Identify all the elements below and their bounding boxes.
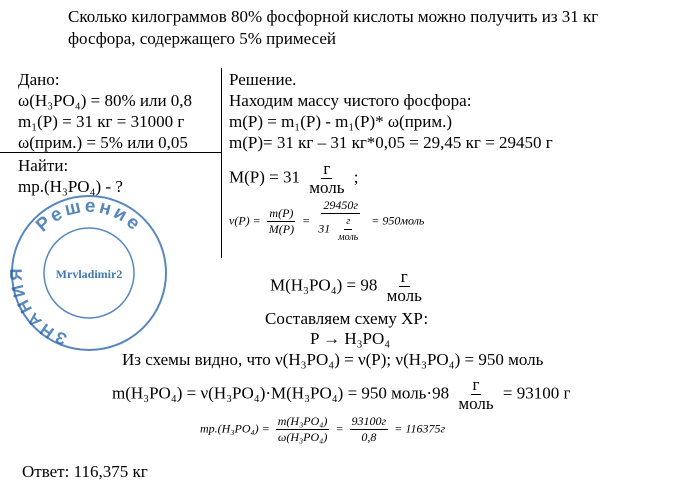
given-line-3: ω(прим.) = 5% или 0,05 — [18, 133, 188, 152]
find-line: mр.(H₃PO₄) - ? — [18, 177, 123, 196]
given-header: Дано: — [18, 70, 60, 89]
mr-den-2: 0,8 — [361, 430, 377, 444]
solution-mass-formula — [200, 414, 445, 445]
nu-den-2 — [316, 214, 365, 245]
find-header: Найти: — [18, 156, 69, 175]
nu-lhs: ν(P) = — [229, 213, 261, 228]
scheme: P → H₃PO₄ — [310, 329, 391, 348]
unit-fraction — [307, 160, 346, 197]
calc-pure-mass: m(P)= 31 кг – 31 кг*0,05 = 29,45 кг = 29450 г — [229, 133, 553, 152]
equals-sign-2: = — [335, 421, 344, 436]
nu-den-2-value: 31 — [318, 221, 331, 236]
ratio-text: Из схемы видно, что ν(H₃PO₄) = ν(P); ν(H₃PO₄) = 950 моль — [122, 350, 544, 369]
mr-lhs: mр.(H₃PO₄) = — [200, 421, 270, 436]
mr-fraction-2 — [350, 414, 389, 445]
nu-den-1: M(P) — [268, 222, 295, 236]
watermark-text-top: Решение — [32, 195, 147, 237]
solution-header: Решение. — [229, 70, 297, 89]
unit-fraction-3 — [456, 376, 495, 413]
molar-mass-p — [229, 160, 359, 197]
unit-den-2: моль — [386, 286, 422, 305]
mr-num-2: 93100г — [351, 414, 387, 428]
watermark-text-left: ЗНАНИЯ — [6, 265, 70, 349]
mr-fraction-1 — [276, 414, 330, 445]
nu-num-1: m(P) — [269, 206, 294, 220]
mass-h3po4-calc — [112, 376, 570, 413]
molar-mass-h3po4 — [270, 268, 427, 305]
unit-num: г — [323, 159, 331, 178]
nu-num-2: 29450г — [323, 198, 359, 212]
watermark-center: Mrvladimir2 — [55, 267, 123, 281]
given-line-2: m₁(P) = 31 кг = 31000 г — [18, 112, 185, 131]
solution-step-1: Находим массу чистого фосфора: — [229, 91, 472, 110]
nu-fraction-1 — [267, 206, 296, 237]
unit-num-2: г — [400, 267, 408, 286]
nu-result: = 950моль — [371, 213, 425, 228]
unit-fraction-2 — [385, 268, 424, 305]
molar-mass-p-prefix: M(P) = 31 — [229, 167, 300, 187]
mass-suffix: = 93100 г — [502, 383, 571, 403]
formula-pure-mass: m(P) = m₁(P) - m₁(P)* ω(прим.) — [229, 112, 453, 131]
unit-den-3: моль — [458, 394, 494, 413]
mr-num-1: m(H₃PO₄) — [277, 414, 328, 428]
nu-den-2-unit-num: г — [344, 214, 352, 230]
problem-statement: Сколько килограммов 80% фосфорной кислоты можно получить из 31 кг фосфора, содержащего 5% примесей — [68, 7, 599, 48]
nu-den-2-unit — [336, 214, 360, 245]
nu-fraction-2 — [316, 198, 365, 245]
unit-num-3: г — [472, 375, 480, 394]
nu-den-2-unit-den: моль — [338, 232, 359, 243]
semicolon: ; — [353, 167, 359, 187]
equals-sign: = — [302, 213, 311, 228]
given-divider-vertical — [221, 68, 222, 258]
scheme-text: Составляем схему ХР: — [265, 309, 429, 328]
watermark-stamp-icon — [6, 190, 172, 356]
mass-prefix: m(H₃PO₄) = ν(H₃PO₄)·M(H₃PO₄) = 950 моль·98 — [112, 383, 450, 403]
amount-p-formula — [229, 198, 424, 245]
svg-text:Решение — [32, 196, 146, 237]
unit-den: моль — [309, 178, 345, 197]
answer: Ответ: 116,375 кг — [22, 462, 148, 481]
mr-result: = 116375г — [394, 421, 446, 436]
mr-den-1: ω(H₃PO₄) — [277, 430, 328, 444]
given-line-1: ω(H₃PO₄) = 80% или 0,8 — [18, 91, 193, 110]
molar-mass-h3po4-prefix: M(H₃PO₄) = 98 — [270, 275, 378, 295]
